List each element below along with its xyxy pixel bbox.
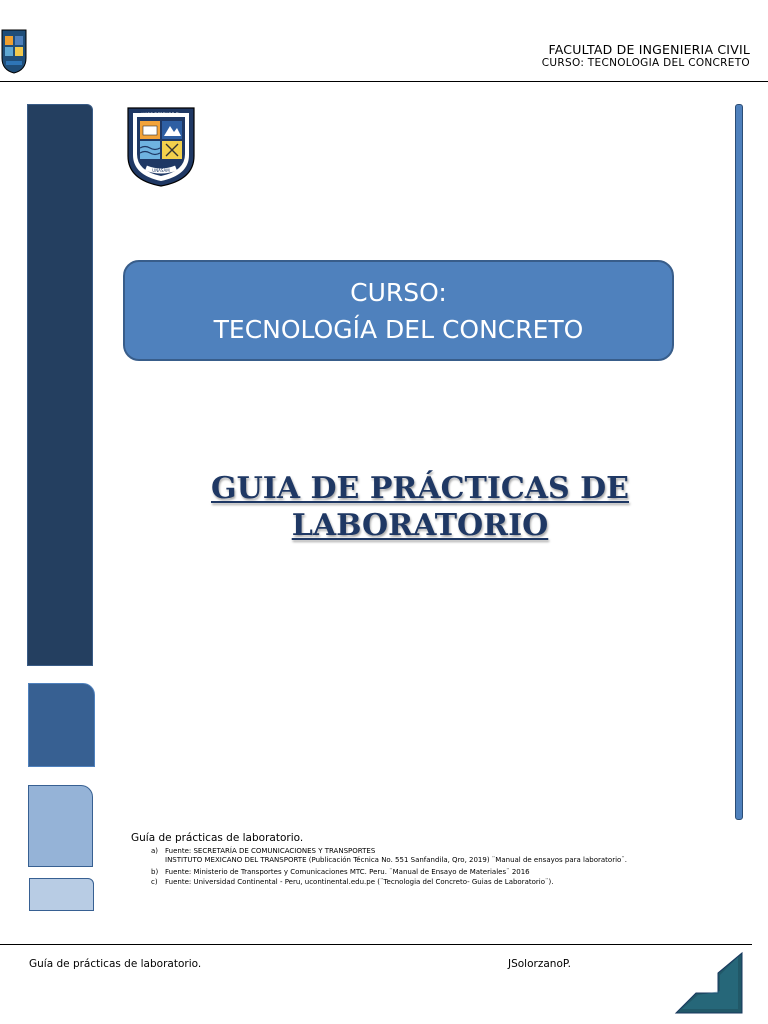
source-text: Fuente: Universidad Continental - Peru, ucontinental.edu.pe (¨Tecnologia del Concreto- Guias de Laboratorio¨). <box>165 878 554 886</box>
left-decorative-bar-medium <box>28 683 95 767</box>
course-banner <box>123 260 674 361</box>
source-text: INSTITUTO MEXICANO DEL TRANSPORTE (Publicación Técnica No. 551 Sanfandila, Qro, 2019) ¨Manual de ensayos para laboratorio¨. <box>165 856 628 864</box>
footer-document-name: Guía de prácticas de laboratorio. <box>29 958 202 970</box>
sources-heading: Guía de prácticas de laboratorio. <box>131 832 304 844</box>
source-label: c) <box>151 878 158 886</box>
source-item <box>165 856 627 865</box>
university-crest-icon <box>0 28 28 74</box>
document-title-line-1: GUIA DE PRÁCTICAS DE <box>210 471 629 506</box>
left-decorative-bar-small <box>29 878 94 911</box>
footer-author: JSolorzanoP. <box>508 958 571 970</box>
right-decorative-bar <box>735 104 743 820</box>
source-item <box>151 847 375 856</box>
source-text: Fuente: SECRETARÍA DE COMUNICACIONES Y TRANSPORTES <box>165 847 376 855</box>
source-item <box>151 878 553 887</box>
header-faculty: FACULTAD DE INGENIERIA CIVIL <box>548 42 750 57</box>
left-decorative-bar-light <box>28 785 93 867</box>
course-label: CURSO: <box>350 277 447 307</box>
document-title <box>150 470 690 544</box>
source-text: Fuente: Ministerio de Transportes y Comunicaciones MTC. Peru. ¨Manual de Ensayo de Materiales¨ 2016 <box>165 868 530 876</box>
university-crest-icon <box>126 106 196 188</box>
header-course: CURSO: TECNOLOGIA DEL CONCRETO <box>541 57 750 69</box>
document-title-line-2: LABORATORIO <box>291 508 549 543</box>
header-divider <box>0 81 768 82</box>
course-name: TECNOLOGÍA DEL CONCRETO <box>213 314 584 344</box>
source-label: b) <box>151 868 159 876</box>
left-decorative-bar-large <box>27 104 93 666</box>
source-label: a) <box>151 847 159 855</box>
footer-divider <box>0 944 752 945</box>
crest-ribbon-text: UNASAM <box>152 168 170 173</box>
svg-text:HIJOS DEPENDE EL: HIJOS DEPENDE EL <box>141 112 181 117</box>
source-item <box>151 868 530 877</box>
corner-decoration <box>674 951 744 1015</box>
